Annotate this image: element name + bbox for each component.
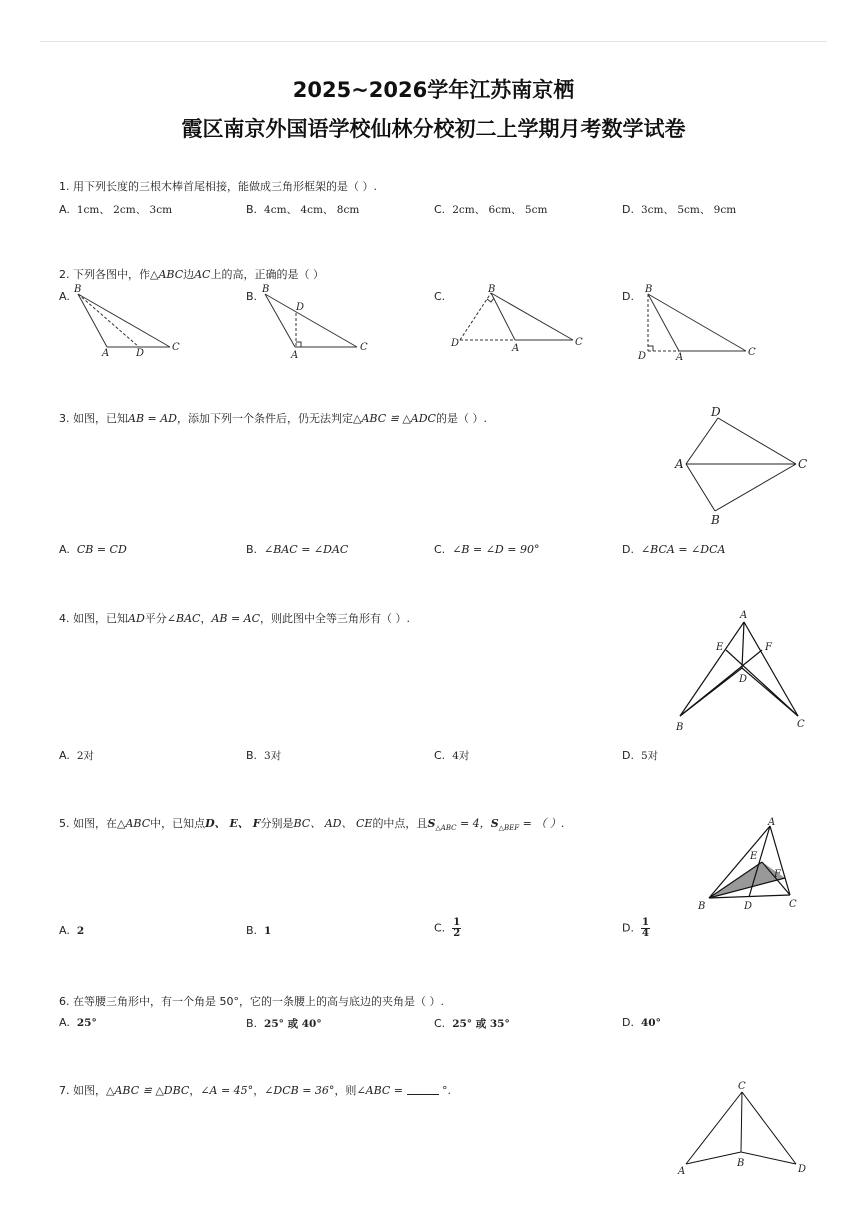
label-b: B xyxy=(711,513,720,527)
q6-option-d[interactable]: D. 40° xyxy=(622,1016,661,1029)
label-a: A xyxy=(678,1166,686,1177)
label-f: F xyxy=(765,642,772,653)
label-b: B xyxy=(676,722,684,733)
question-6-stem: 6. 在等腰三角形中，有一个角是 50°，它的一条腰上的高与底边的夹角是（ ）. xyxy=(59,995,444,1008)
q4-option-d[interactable]: D. 5对 xyxy=(622,749,659,762)
q2-option-a[interactable]: A. xyxy=(59,290,70,303)
q3-option-a[interactable]: A. CB = CD xyxy=(59,543,127,556)
q2-option-d[interactable]: D. xyxy=(622,290,634,303)
page-title-line2: 霞区南京外国语学校仙林分校初二上学期月考数学试卷 xyxy=(181,117,686,141)
option-letter: C. xyxy=(434,203,446,216)
question-7-stem: 7. 如图，△ABC ≌ △DBC，∠A = 45°，∠DCB = 36°，则∠ABC = °. xyxy=(59,1084,452,1097)
q3-option-b[interactable]: B. ∠BAC = ∠DAC xyxy=(246,543,349,556)
label-b: B xyxy=(74,284,82,295)
q5-option-c[interactable]: C. $\frac{1}{2}$ xyxy=(434,917,461,939)
label-c: C xyxy=(360,342,368,353)
label-b: B xyxy=(262,284,270,295)
label-d: D xyxy=(451,338,460,349)
option-text: 1cm、 2cm、 3cm xyxy=(76,204,173,216)
q2-option-c[interactable]: C. xyxy=(434,290,446,303)
question-2-stem: 2. 下列各图中，作△ABC边AC上的高，正确的是（ ） xyxy=(59,268,324,281)
label-e: E xyxy=(750,851,758,862)
q6-option-c[interactable]: C. 25° 或 35° xyxy=(434,1017,510,1030)
label-b: B xyxy=(737,1158,745,1169)
option-text: 2cm、 6cm、 5cm xyxy=(452,204,548,216)
label-c: C xyxy=(798,457,808,471)
question-4-stem: 4. 如图，已知AD平分∠BAC，AB = AC，则此图中全等三角形有（ ）. xyxy=(59,612,411,625)
option-letter: D. xyxy=(622,203,634,216)
label-c: C xyxy=(797,719,805,730)
label-d: D xyxy=(638,351,647,362)
label-b: B xyxy=(645,284,653,295)
q4-option-c[interactable]: C. 4对 xyxy=(434,749,470,762)
option-letter: B. xyxy=(246,203,258,216)
label-d: D xyxy=(744,901,753,912)
q5-option-b[interactable]: B. 1 xyxy=(246,924,272,937)
label-d: D xyxy=(711,405,721,419)
label-c: C xyxy=(172,342,180,353)
label-a: A xyxy=(291,350,299,361)
label-e: E xyxy=(716,642,724,653)
label-d: D xyxy=(136,348,145,359)
label-b: B xyxy=(698,901,706,912)
q5-option-d[interactable]: D. $\frac{1}{4}$ xyxy=(622,917,649,939)
q2-option-b[interactable]: B. xyxy=(246,290,258,303)
fraction: $\frac{1}{4}$ xyxy=(641,917,649,939)
label-f: F xyxy=(774,869,781,880)
label-a: A xyxy=(102,348,110,359)
label-a: A xyxy=(768,817,776,828)
label-a: A xyxy=(676,352,684,363)
option-text: 4cm、 4cm、 8cm xyxy=(264,204,360,216)
label-c: C xyxy=(748,347,756,358)
label-d: D xyxy=(739,674,748,685)
q3-option-c[interactable]: C. ∠B = ∠D = 90° xyxy=(434,543,540,556)
q4-option-b[interactable]: B. 3对 xyxy=(246,749,282,762)
label-d: D xyxy=(296,302,305,313)
label-a: A xyxy=(675,457,684,471)
page-title-line1: 2025~2026学年江苏南京栖 xyxy=(292,78,575,102)
label-d: D xyxy=(798,1164,807,1175)
question-1-stem: 1. 用下列长度的三根木棒首尾相接，能做成三角形框架的是（ ）. xyxy=(59,180,377,193)
q4-option-a[interactable]: A. 2对 xyxy=(59,749,95,762)
label-c: C xyxy=(575,337,583,348)
q6-option-b[interactable]: B. 25° 或 40° xyxy=(246,1017,322,1030)
q6-option-a[interactable]: A. 25° xyxy=(59,1016,97,1029)
label-c: C xyxy=(789,899,797,910)
label-b: B xyxy=(488,284,496,295)
label-c: C xyxy=(738,1081,746,1092)
question-5-stem: 5. 如图，在△ABC中，已知点D、 E、 F分别是BC、 AD、 CE的中点，且$S_{\triangle ABC} = 4$，$S_{\triangle BEF}$ = （ ）. xyxy=(59,817,565,832)
label-a: A xyxy=(512,343,520,354)
fraction: $\frac{1}{2}$ xyxy=(453,917,461,939)
option-letter: A. xyxy=(59,203,70,216)
label-a: A xyxy=(740,610,748,621)
option-text: 3cm、 5cm、 9cm xyxy=(640,204,737,216)
q3-option-d[interactable]: D. ∠BCA = ∠DCA xyxy=(622,543,726,556)
q5-option-a[interactable]: A. 2 xyxy=(59,924,85,937)
question-3-stem: 3. 如图，已知AB = AD，添加下列一个条件后，仍无法判定△ABC ≌ △ADC的是（ ）. xyxy=(59,412,487,425)
